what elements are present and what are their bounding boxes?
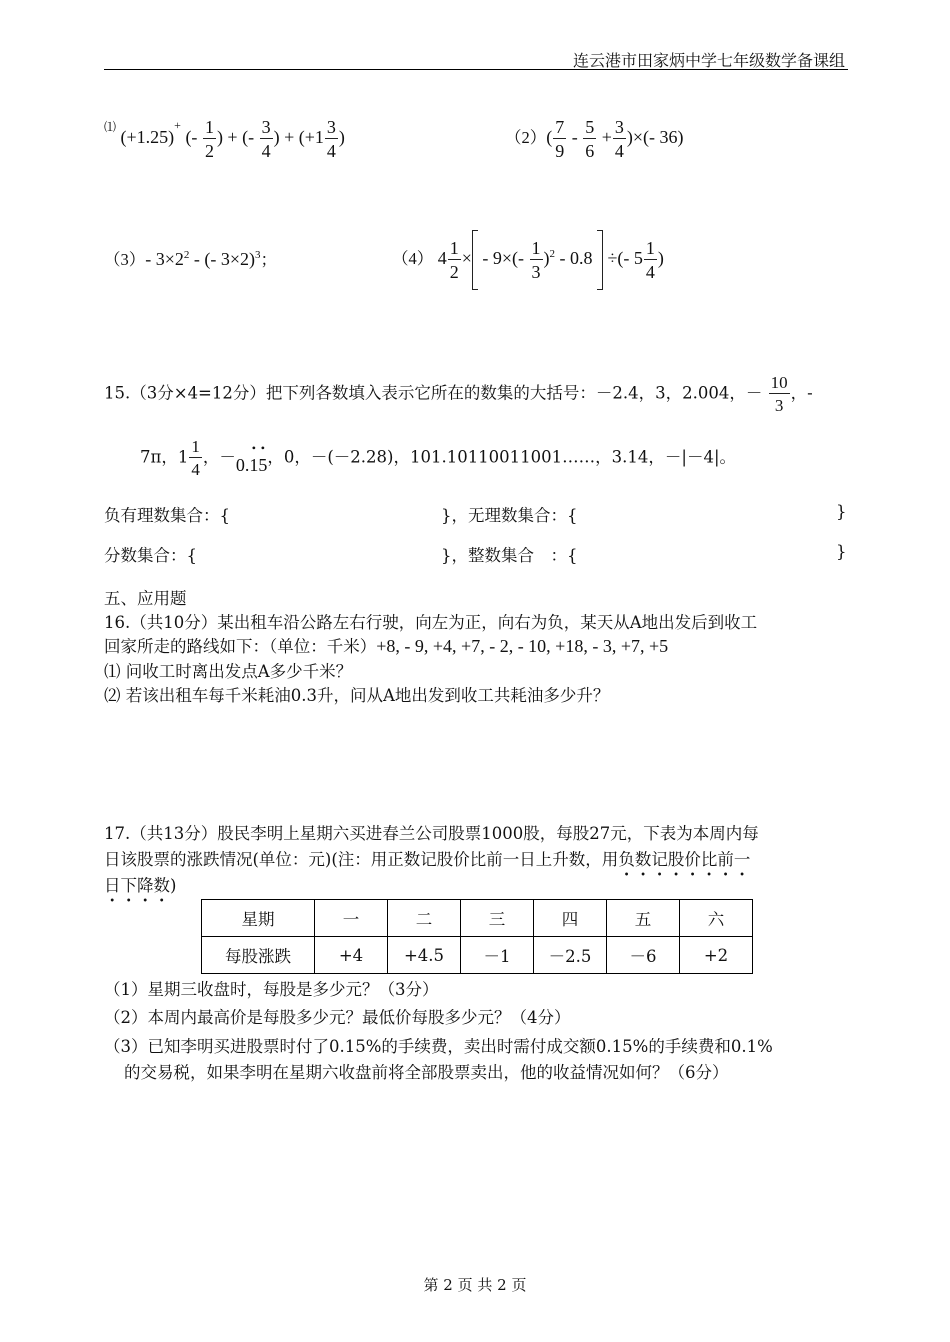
table-header-cell: 一 xyxy=(315,900,388,937)
exercise-1-rest1: (- xyxy=(185,127,198,148)
q17-sub1: （1）星期三收盘时，每股是多少元？（3分） xyxy=(104,980,439,999)
fraction: $\frac{1}{4}$ xyxy=(645,238,655,282)
exercise-1-plus: + xyxy=(174,118,181,132)
emphasized-char: 日 xyxy=(104,876,121,895)
table-cell: －6 xyxy=(607,937,680,974)
fraction: $\frac{3}{4}$ xyxy=(261,117,271,161)
exercise-2 xyxy=(505,118,684,160)
exercise-1 xyxy=(104,118,345,160)
mixed-whole: 4 xyxy=(437,248,447,269)
table-header-cell: 四 xyxy=(534,900,607,937)
repeating-decimal: 0.• 1• 5 xyxy=(236,455,268,475)
q16-line1: 16.（共10分）某出租车沿公路左右行驶，向左为正，向右为负，某天从A地出发后到收工 xyxy=(104,613,758,632)
exercise-1-mid1: ) + (- xyxy=(216,127,255,148)
fraction: $\frac{7}{9}$ xyxy=(555,117,565,161)
stock-change-table xyxy=(201,899,753,974)
table-header-cell: 星期 xyxy=(202,900,315,937)
table-cell: －1 xyxy=(461,937,534,974)
minus-sign: - xyxy=(571,127,578,148)
q17-line1: 17.（共13分）股民李明上星期六买进春兰公司股票1000股，每股27元，下表为本周内每 xyxy=(104,824,759,843)
emphasized-char: 下 xyxy=(120,876,137,895)
page-number: 第 2 页 共 2 页 xyxy=(423,1276,527,1294)
table-header-cell: 五 xyxy=(607,900,680,937)
fraction: $\frac{3}{4}$ xyxy=(326,117,336,161)
exercise-4-label: （4） xyxy=(392,249,434,269)
q17-sub3-line1: （3）已知李明买进股票时付了0.15%的手续费，卖出时需付成交额0.15%的手续费和0.1% xyxy=(104,1037,773,1056)
emphasized-char: 价 xyxy=(684,850,701,869)
emphasized-char: 记 xyxy=(651,850,668,869)
exercise-4-inner1: - 9×(- xyxy=(482,248,525,269)
exercise-4-inner3: - 0.8 xyxy=(555,248,593,269)
q17-line2 xyxy=(104,846,750,870)
negative-rational-set-label: 负有理数集合：{ xyxy=(104,506,230,525)
q15-set-row-2-mid xyxy=(441,542,578,566)
fraction: $\frac{1}{2}$ xyxy=(449,238,459,282)
exercise-4-div: ÷(- 5 xyxy=(607,248,643,269)
emphasized-char: 数 xyxy=(153,876,170,895)
q17-text: 日该股票的涨跌情况(单位：元)(注：用正数记股价比前一日上升数，用 xyxy=(104,850,619,869)
exercise-4 xyxy=(392,230,664,290)
q16-text: 回家所走的路线如下：（单位：千米） xyxy=(104,637,377,656)
table-row xyxy=(202,937,753,974)
page-header-title: 连云港市田家炳中学七年级数学备课组 xyxy=(572,51,845,70)
right-bracket xyxy=(597,230,603,290)
emphasized-char: 降 xyxy=(137,876,154,895)
times-sign: × xyxy=(461,248,472,269)
table-cell: +4.5 xyxy=(388,937,461,974)
table-row xyxy=(202,900,753,937)
exercise-1-head: (+1.25) xyxy=(120,127,175,148)
exercise-2-label: （2） xyxy=(505,128,547,148)
q17-sub3-line2: 的交易税，如果李明在星期六收盘前将全部股票卖出，他的收益情况如何？（6分） xyxy=(124,1063,729,1082)
exercise-3-term-b: - (- 3×2) xyxy=(189,249,256,269)
table-header-cell: 二 xyxy=(388,900,461,937)
exponent: 2 xyxy=(183,249,190,261)
exercise-2-tail: )×(- 36) xyxy=(626,127,684,148)
exercise-4-tail: ) xyxy=(657,248,664,269)
exercise-3 xyxy=(104,246,277,270)
q16-sub1: ⑴ 问收工时离出发点A多少千米？ xyxy=(104,662,353,681)
fraction: $\frac{1}{2}$ xyxy=(204,117,214,161)
q15-line1-end: ，- xyxy=(790,383,813,403)
q15-text: 7π，1 xyxy=(140,447,189,467)
emphasized-char: 一 xyxy=(733,850,751,869)
q17-line3 xyxy=(104,872,176,896)
exercise-3-term-a: - 3×2 xyxy=(145,249,184,269)
table-header-cell: 六 xyxy=(680,900,753,937)
exponent: 2 xyxy=(549,248,556,261)
exercise-4-inner2: ) xyxy=(543,248,550,269)
q15-text: ，0，－(－2.28)，101.10110011001……，3.14，－|－4|。 xyxy=(267,447,737,467)
exponent: 3 xyxy=(255,249,261,261)
fraction: $\frac{1}{4}$ xyxy=(191,437,200,479)
table-cell: 每股涨跌 xyxy=(202,937,315,974)
q17-sub2: （2）本周内最高价是每股多少元？最低价每股多少元？（4分） xyxy=(104,1008,571,1027)
q15-set-row-1-end xyxy=(836,502,847,521)
fraction: $\frac{1}{3}$ xyxy=(531,238,541,282)
table-cell: +4 xyxy=(315,937,388,974)
integer-set-label: }，整数集合 ：{ xyxy=(441,546,578,565)
section-title: 五、应用题 xyxy=(104,589,187,608)
q15-text: ，－ xyxy=(202,447,236,467)
closing-brace: } xyxy=(836,502,847,521)
semicolon: ； xyxy=(260,250,278,269)
q17-text: ) xyxy=(170,876,177,895)
fraction: $\frac{10}{3}$ xyxy=(770,373,788,415)
fraction: $\frac{3}{4}$ xyxy=(614,117,624,161)
q15-set-row-1 xyxy=(104,502,230,526)
table-cell: －2.5 xyxy=(534,937,607,974)
q15-line2 xyxy=(140,438,736,478)
emphasized-char: 负 xyxy=(618,850,635,869)
left-bracket xyxy=(472,230,478,290)
emphasized-char: 比 xyxy=(700,850,718,869)
q15-set-row-1-mid xyxy=(441,502,578,526)
q16-sub2: ⑵ 若该出租车每千米耗油0.3升，问从A地出发到收工共耗油多少升？ xyxy=(104,686,610,705)
emphasized-char: 数 xyxy=(634,850,652,869)
q15-set-row-2-end xyxy=(836,542,847,561)
exercise-2-head: ( xyxy=(546,127,553,148)
exercise-3-label: （3） xyxy=(104,250,146,269)
emphasized-char: 前 xyxy=(717,850,734,869)
fraction-set-label: 分数集合：{ xyxy=(104,546,197,565)
q15-set-row-2 xyxy=(104,542,197,566)
header-rule xyxy=(104,69,848,70)
exercise-1-tail: ) xyxy=(338,127,345,148)
q15-line1 xyxy=(104,374,813,414)
exercise-1-mid2: ) + (+1 xyxy=(273,127,324,148)
table-cell: +2 xyxy=(680,937,753,974)
exercise-1-label: ⑴ xyxy=(104,120,117,134)
closing-brace: } xyxy=(836,542,847,561)
emphasized-char: 股 xyxy=(667,850,685,869)
table-header-cell: 三 xyxy=(461,900,534,937)
irrational-set-label: }，无理数集合：{ xyxy=(441,506,578,525)
q16-line2 xyxy=(104,633,668,657)
q15-text: 15.（3分×4=12分）把下列各数填入表示它所在的数集的大括号：－2.4，3，2.004，－ xyxy=(104,383,763,403)
plus-sign: + xyxy=(601,127,612,148)
fraction: $\frac{5}{6}$ xyxy=(585,117,595,161)
route-values: +8, - 9, +4, +7, - 2, - 10, +18, - 3, +7, +5 xyxy=(376,636,669,656)
